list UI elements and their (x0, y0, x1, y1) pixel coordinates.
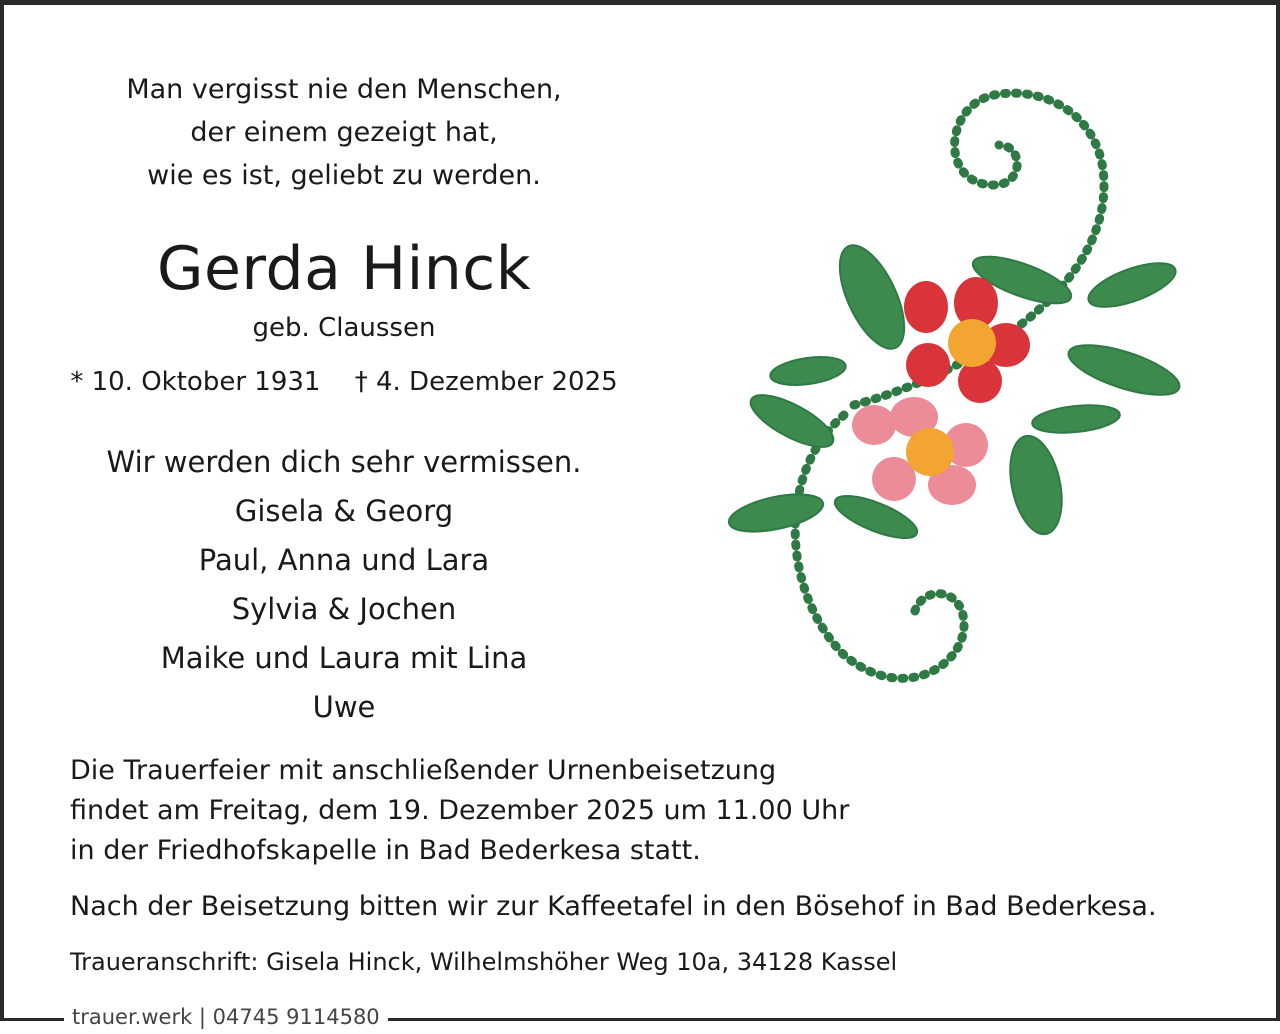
mourners-block (44, 438, 644, 732)
life-dates (44, 362, 644, 402)
flower-vine-ornament-icon (704, 75, 1224, 715)
quote-line-3: wie es ist, geliebt zu werden. (147, 160, 541, 191)
mourner-name: Sylvia & Jochen (231, 592, 457, 626)
mourners-message: Wir werden dich sehr vermissen. (106, 445, 582, 479)
birth-date: * 10. Oktober 1931 (70, 367, 321, 397)
mourner-name: Gisela & Georg (234, 494, 454, 528)
mourner-name: Maike und Laura mit Lina (160, 641, 528, 675)
ceremony-details (70, 751, 849, 871)
deceased-name: Gerda Hinck (157, 234, 531, 304)
death-date: † 4. Dezember 2025 (354, 367, 618, 397)
ceremony-line-3: in der Friedhofskapelle in Bad Bederkesa statt. (70, 835, 701, 866)
mourner-name: Uwe (312, 690, 376, 724)
quote-line-1: Man vergisst nie den Menschen, (126, 74, 562, 105)
birth-name: geb. Claussen (252, 313, 436, 343)
mourning-address: Traueranschrift: Gisela Hinck, Wilhelmshöher Weg 10a, 34128 Kassel (70, 948, 898, 976)
ceremony-line-1: Die Trauerfeier mit anschließender Urnenbeisetzung (70, 755, 777, 786)
ceremony-line-2: findet am Freitag, dem 19. Dezember 2025 um 11.00 Uhr (70, 795, 850, 826)
publisher-footer: trauer.werk | 04745 9114580 (64, 1000, 388, 1030)
quote-line-2: der einem gezeigt hat, (190, 117, 498, 148)
memorial-quote (84, 68, 604, 197)
mourner-name: Paul, Anna und Lara (198, 543, 490, 577)
reception-note: Nach der Beisetzung bitten wir zur Kaffeetafel in den Bösehof in Bad Bederkesa. (70, 891, 1157, 922)
